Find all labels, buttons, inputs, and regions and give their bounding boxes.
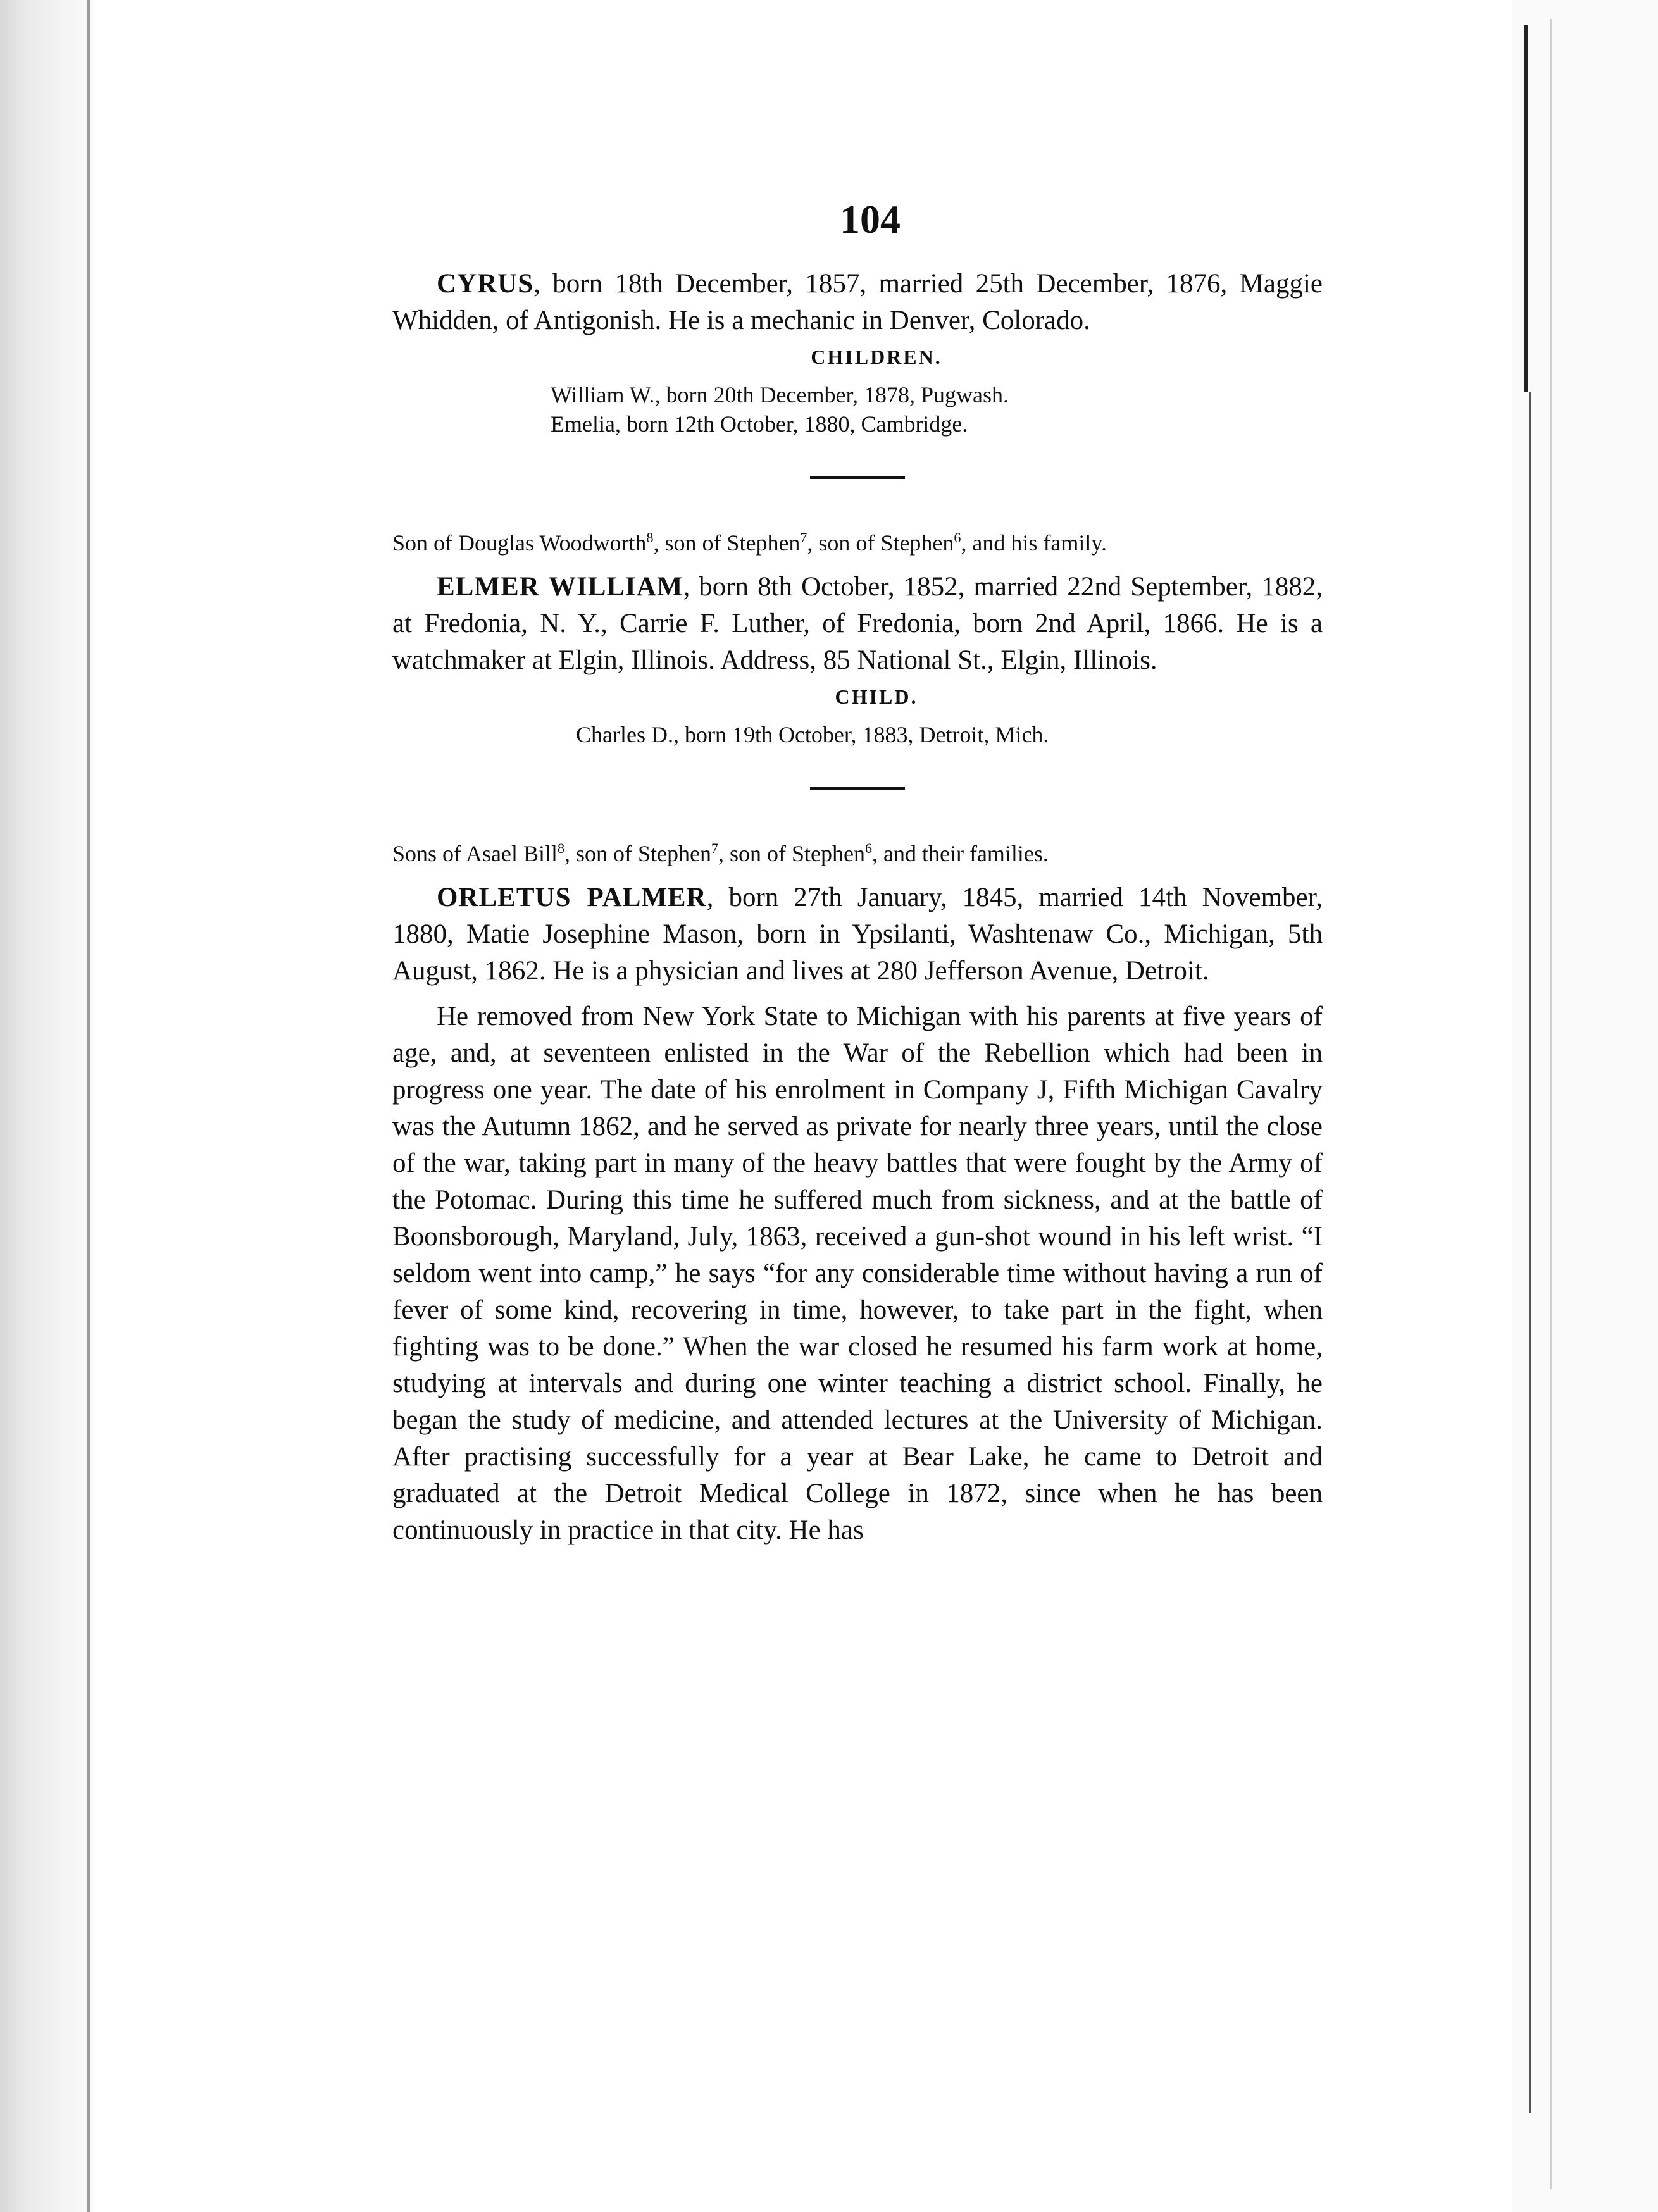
entry-name: ORLETUS PALMER <box>437 883 707 912</box>
entry-name: ELMER WILLIAM <box>437 572 683 602</box>
children-heading: CHILDREN. <box>811 345 942 368</box>
next-page-edge <box>1550 19 1552 2189</box>
entry-text: , born 8th October, 1852, married 22nd September, 1882, at Fredonia, N. Y., Carrie F. Luther, of Fredonia, born 2nd April, 1866. He is a watchmaker at Elgin, Illinois. Address, 85 National St., Elgin, Illinois. <box>392 572 1323 675</box>
children-list <box>392 380 1323 438</box>
page-edge-shadow <box>1524 25 1528 392</box>
entry-elmer-william <box>392 569 1323 679</box>
child-item: Charles D., born 19th October, 1883, Detroit, Mich. <box>576 722 1049 747</box>
entry-name: CYRUS <box>437 269 534 299</box>
page-edge-line <box>1529 392 1531 2113</box>
narrative-paragraph: He removed from New York State to Michigan with his parents at five years of age, and, at seventeen enlisted in the War of the Rebellion which had been in progress one year. The date of his enrolment in Company J, Fifth Michigan Cavalry was the Autumn 1862, and he served as private for nearly three years, until the close of the war, taking part in many of the heavy battles that were fought by the Army of the Potomac. During this time he suffered much from sickness, and at the battle of Boonsborough, Maryland, July, 1863, received a gun-shot wound in his left wrist. “I seldom went into camp,” he says “for any considerable time without having a run of fever of some kind, recovering in time, however, to take part in the fight, when fighting was to be done.” When the war closed he resumed his farm work at home, studying at intervals and during one winter teaching a district school. Finally, he began the study of medicine, and attended lectures at the University of Michigan. After practising successfully for a year at Bear Lake, he came to Detroit and graduated at the Detroit Medical College in 1872, since when he has been continuously in practice in that city. He has <box>392 1002 1323 1545</box>
entry-orletus-palmer <box>392 879 1323 990</box>
lineage-heading: Sons of Asael Bill$^8$, son of Stephen$^7$, son of Stephen$^6$, and their families. <box>392 840 1049 866</box>
scan-left-margin <box>0 0 95 2212</box>
child-item: William W., born 20th December, 1878, Pugwash. <box>551 382 1009 407</box>
lineage-heading: Son of Douglas Woodworth$^8$, son of Stephen$^7$, son of Stephen$^6$, and his family. <box>392 530 1107 556</box>
section-divider <box>810 476 905 479</box>
entry-text: , born 27th January, 1845, married 14th November, 1880, Matie Josephine Mason, born in Ypsilanti, Washtenaw Co., Michigan, 5th August, 1862. He is a physician and lives at 280 Jefferson Avenue, Detroit. <box>392 883 1323 986</box>
page-number: 104 <box>840 197 901 242</box>
section-divider <box>810 787 905 790</box>
entry-text: , born 18th December, 1857, married 25th December, 1876, Maggie Whidden, of Antigonish. He is a mechanic in Denver, Colorado. <box>392 269 1323 335</box>
binding-line <box>87 0 90 2212</box>
child-heading: CHILD. <box>835 685 918 708</box>
child-item: Emelia, born 12th October, 1880, Cambridge. <box>551 411 968 437</box>
children-list <box>392 720 1323 749</box>
entry-cyrus <box>392 266 1323 339</box>
page-content <box>392 196 1323 1549</box>
scan-right-margin <box>1512 0 1658 2212</box>
